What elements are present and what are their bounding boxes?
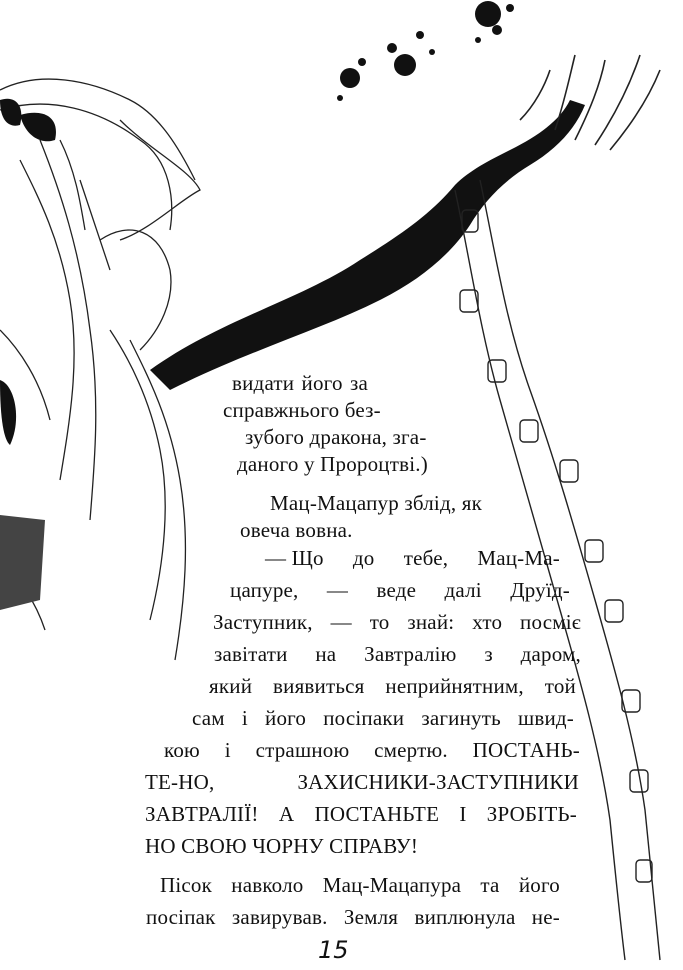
text-line-13: кою і страшною смертю. ПОСТАНЬ- — [164, 738, 580, 762]
dragon-neck — [150, 100, 585, 390]
text-line-10: завітати на Завтралію з даром, — [214, 642, 581, 666]
text-line-17: Пісок навколо Мац-Мацапура та його — [160, 873, 560, 897]
text-line-3: зубого дракона, зга- — [245, 425, 427, 449]
text-line-5: Мац-Мацапур зблід, як — [270, 491, 483, 515]
text-line-11: який виявиться неприйнятним, той — [209, 674, 576, 698]
text-line-15: ЗАВТРАЛІЇ! А ПОСТАНЬТЕ І ЗРОБІТЬ- — [145, 802, 577, 826]
text-line-14: ТЕ-НО, ЗАХИСНИКИ-ЗАСТУПНИКИ — [145, 770, 579, 794]
text-line-8: цапуре, — веде далі Друїд- — [230, 578, 570, 602]
text-line-7: — Що до тебе, Мац-Ма- — [265, 546, 560, 570]
page-number: 15 — [318, 936, 349, 964]
text-line-1: видати його за — [232, 371, 368, 395]
text-line-2: справжнього без- — [223, 398, 381, 422]
text-line-6: овеча вовна. — [240, 518, 353, 542]
text-line-9: Заступник, — то знай: хто посміє — [213, 610, 581, 634]
text-line-4: даного у Пророцтві.) — [237, 452, 428, 476]
text-line-16: НО СВОЮ ЧОРНУ СПРАВУ! — [145, 834, 419, 858]
text-line-18: посіпак завирував. Земля виплюнула не- — [146, 905, 560, 929]
text-line-12: сам і його посіпаки загинуть швид- — [192, 706, 574, 730]
ink-splatter-icon — [337, 1, 514, 101]
